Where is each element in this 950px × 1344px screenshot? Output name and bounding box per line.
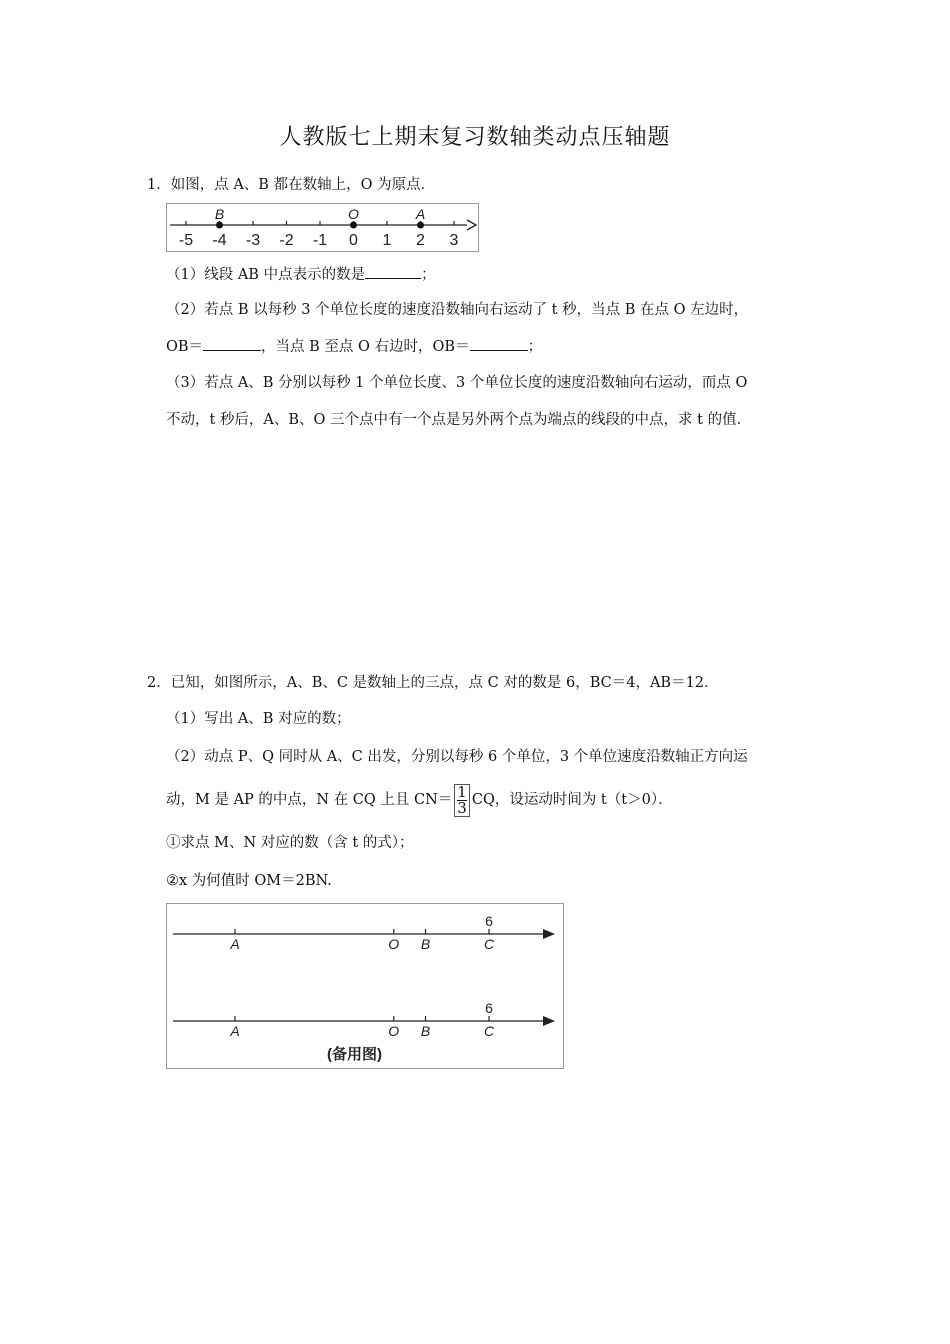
q2-part2-line2	[166, 780, 673, 820]
q1-part3-line2: 不动，t 秒后，A、B、O 三个点中有一个点是另外两个点为端点的线段的中点，求 t 的值．	[166, 412, 752, 428]
q2-point-label-a: A	[230, 936, 240, 952]
q2-c-value: 6	[485, 1000, 493, 1016]
page-title: 人教版七上期末复习数轴类动点压轴题	[279, 125, 671, 150]
q1-point-a	[417, 222, 424, 229]
q1-tick-label: 2	[416, 232, 425, 249]
q1-tick-label: -5	[178, 232, 194, 249]
q1-part1-blank	[365, 264, 421, 279]
q1-point-b	[216, 222, 223, 229]
q2-c-value: 6	[485, 913, 493, 929]
q2-part1: （1）写出 A、B 对应的数；	[166, 711, 351, 727]
q2-point-label-c: C	[483, 936, 495, 952]
q1-part2-end: ；	[527, 339, 543, 355]
q1-point-label: B	[214, 206, 225, 222]
q1-tick-label: -4	[212, 232, 227, 249]
q1-tick-label: -3	[245, 232, 261, 249]
q2-number-line-spare	[173, 1000, 555, 1039]
q2-figure-caption: (备用图)	[327, 1046, 382, 1063]
q2-sub1: ①求点 M、N 对应的数（含 t 的式）；	[166, 835, 414, 851]
q2-part2-text-b: CQ，设运动时间为 t（t＞0）．	[471, 792, 673, 808]
q1-tick-label: 3	[449, 232, 459, 249]
q1-point-label: O	[348, 206, 359, 222]
q1-number-line	[167, 204, 478, 251]
q2-axis-arrow	[543, 929, 555, 939]
q2-part2-line1: （2）动点 P、Q 同时从 A、C 出发，分别以每秒 6 个单位，3 个单位速度沿数轴正方向运	[166, 749, 748, 765]
q2-number-lines	[167, 904, 563, 1068]
fraction-one-third	[454, 784, 470, 817]
q1-part1-text: （1）线段 AB 中点表示的数是	[166, 267, 366, 283]
q1-number-line-figure	[166, 203, 479, 252]
q1-part2-middle: ，当点 B 至点 O 右边时，OB＝	[261, 339, 470, 355]
q1-part3-line1: （3）若点 A、B 分别以每秒 1 个单位长度、3 个单位长度的速度沿数轴向右运动，而点 O	[166, 375, 748, 391]
q2-part2-text-a: 动，M 是 AP 的中点，N 在 CQ 上且 CN＝	[166, 792, 453, 808]
q1-part2-ob-label: OB＝	[166, 339, 204, 355]
q1-part1	[166, 264, 436, 285]
q1-tick-label: -1	[312, 232, 328, 249]
q1-tick-label: 0	[349, 232, 358, 249]
q2-number-line-main	[173, 913, 555, 952]
q2-point-label-o: O	[388, 936, 400, 952]
q2-sub2: ②x 为何值时 OM＝2BN.	[166, 873, 332, 889]
q1-tick-label: -2	[279, 232, 294, 249]
q1-part1-end: ；	[421, 267, 436, 283]
q1-axis-arrow	[467, 220, 476, 230]
q1-tick-label: 1	[382, 232, 392, 249]
q2-point-label-a: A	[230, 1023, 240, 1039]
q1-part2-blank-2	[470, 336, 528, 351]
q2-axis-arrow	[543, 1016, 555, 1026]
q2-point-label-b: B	[420, 1023, 431, 1039]
q1-part2-line1: （2）若点 B 以每秒 3 个单位长度的速度沿数轴向右运动了 t 秒，当点 B 在点 O 左边时，	[166, 302, 749, 318]
q2-point-label-c: C	[483, 1023, 495, 1039]
fraction-denominator: 3	[457, 798, 467, 817]
fraction-numerator: 1	[457, 782, 467, 801]
q2-point-label-b: B	[420, 936, 431, 952]
q1-part2-line2	[166, 336, 542, 357]
q2-number-line-figure	[166, 903, 564, 1069]
q1-part2-blank-1	[203, 336, 261, 351]
q1-point-o	[350, 222, 357, 229]
q1-point-label: A	[415, 206, 426, 222]
q2-point-label-o: O	[388, 1023, 400, 1039]
q2-stem: 2．已知，如图所示，A、B、C 是数轴上的三点，点 C 对的数是 6，BC＝4，AB＝12．	[147, 675, 719, 691]
q1-stem: 1．如图，点 A、B 都在数轴上，O 为原点．	[147, 177, 436, 193]
